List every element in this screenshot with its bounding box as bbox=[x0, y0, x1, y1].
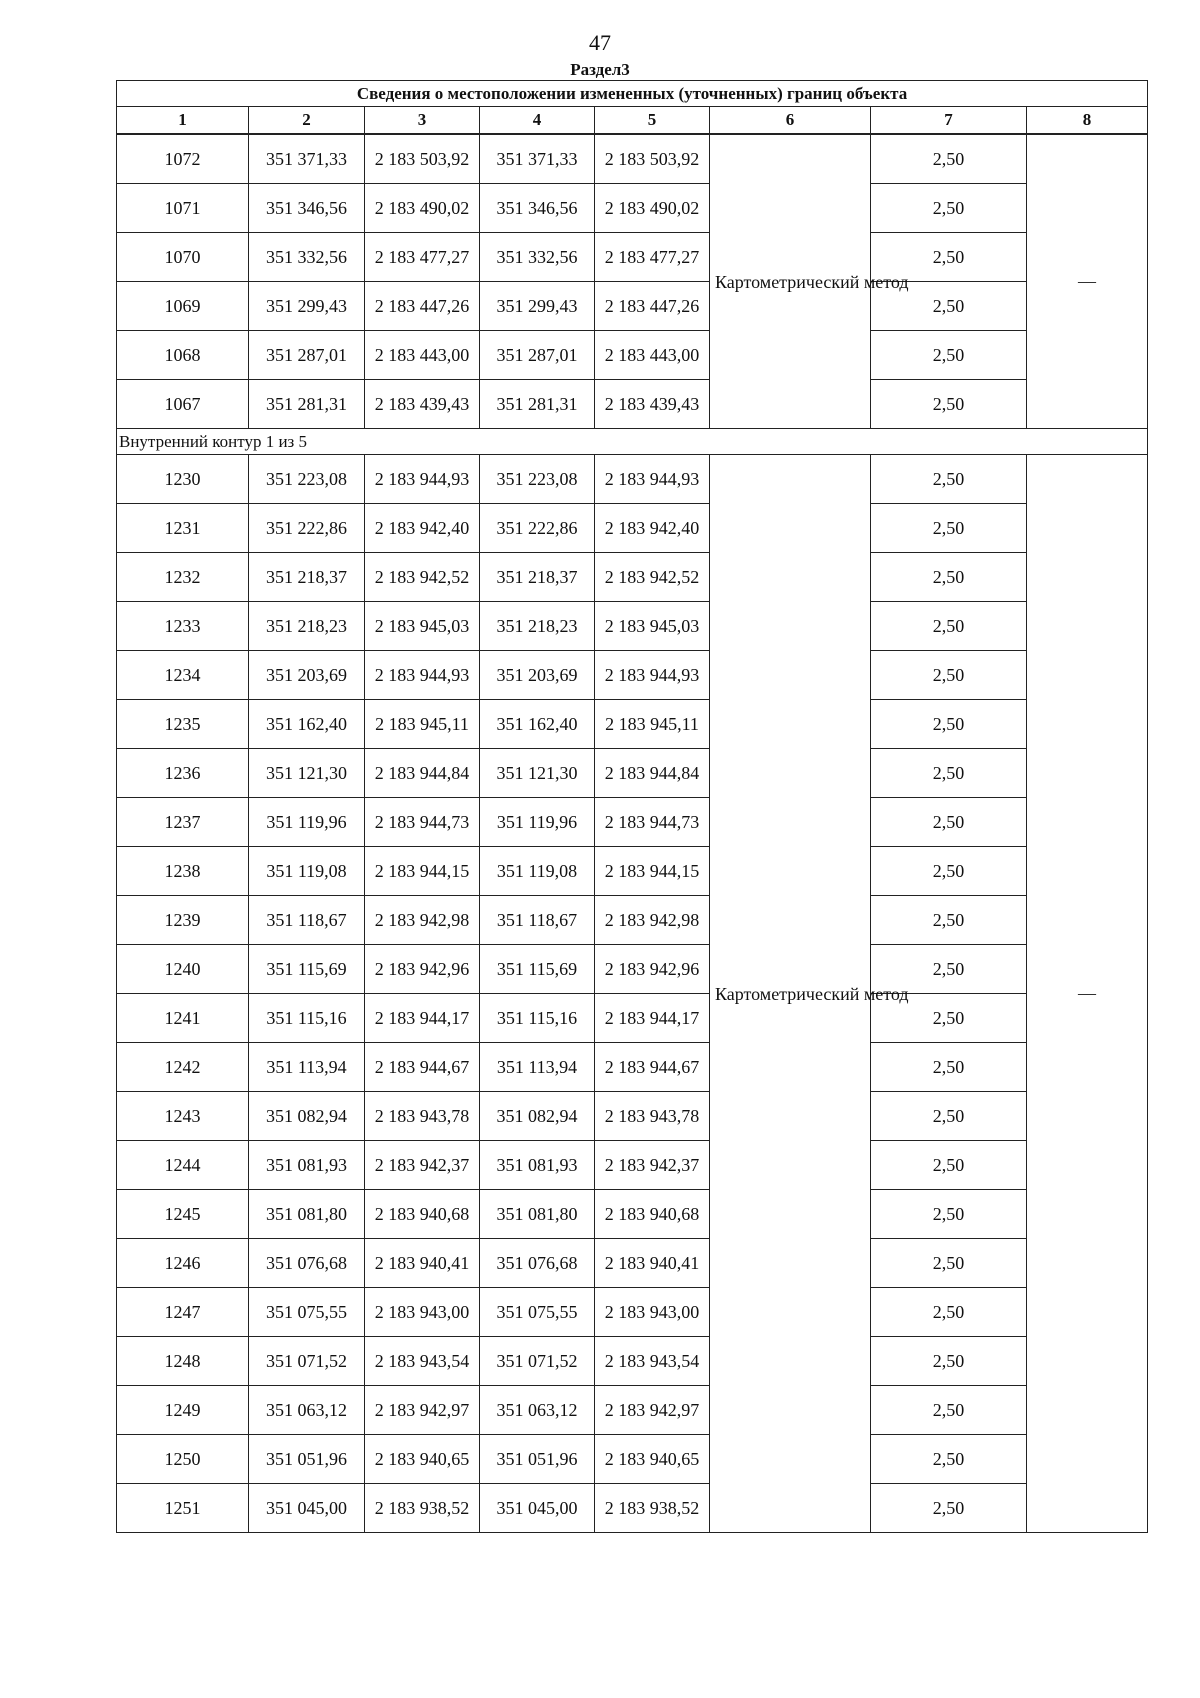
y-existing-cell: 2 183 942,98 bbox=[365, 896, 480, 945]
table-row bbox=[117, 1190, 1148, 1239]
table-row bbox=[117, 1484, 1148, 1533]
x-new-cell: 351 222,86 bbox=[480, 504, 595, 553]
x-new-cell: 351 115,69 bbox=[480, 945, 595, 994]
accuracy-cell: 2,50 bbox=[871, 1043, 1027, 1092]
y-existing-cell: 2 183 940,41 bbox=[365, 1239, 480, 1288]
y-new-cell: 2 183 503,92 bbox=[595, 134, 710, 184]
accuracy-cell: 2,50 bbox=[871, 553, 1027, 602]
y-existing-cell: 2 183 944,93 bbox=[365, 651, 480, 700]
point-number-cell: 1233 bbox=[117, 602, 249, 651]
y-new-cell: 2 183 944,67 bbox=[595, 1043, 710, 1092]
method-text: Картометрический метод bbox=[715, 983, 909, 1004]
point-number-cell: 1237 bbox=[117, 798, 249, 847]
x-existing-cell: 351 203,69 bbox=[249, 651, 365, 700]
point-number-cell: 1248 bbox=[117, 1337, 249, 1386]
page-number: 47 bbox=[589, 30, 611, 55]
x-existing-cell: 351 332,56 bbox=[249, 233, 365, 282]
table-row bbox=[117, 184, 1148, 233]
y-existing-cell: 2 183 938,52 bbox=[365, 1484, 480, 1533]
point-number-cell: 1071 bbox=[117, 184, 249, 233]
x-existing-cell: 351 162,40 bbox=[249, 700, 365, 749]
x-existing-cell: 351 115,69 bbox=[249, 945, 365, 994]
y-new-cell: 2 183 942,52 bbox=[595, 553, 710, 602]
column-8-cell: — bbox=[1027, 455, 1148, 1533]
y-new-cell: 2 183 944,15 bbox=[595, 847, 710, 896]
x-new-cell: 351 045,00 bbox=[480, 1484, 595, 1533]
y-new-cell: 2 183 490,02 bbox=[595, 184, 710, 233]
x-existing-cell: 351 223,08 bbox=[249, 455, 365, 504]
accuracy-cell: 2,50 bbox=[871, 233, 1027, 282]
x-new-cell: 351 051,96 bbox=[480, 1435, 595, 1484]
x-existing-cell: 351 076,68 bbox=[249, 1239, 365, 1288]
x-existing-cell: 351 075,55 bbox=[249, 1288, 365, 1337]
y-existing-cell: 2 183 477,27 bbox=[365, 233, 480, 282]
point-number-cell: 1242 bbox=[117, 1043, 249, 1092]
point-number-cell: 1250 bbox=[117, 1435, 249, 1484]
accuracy-cell: 2,50 bbox=[871, 749, 1027, 798]
y-new-cell: 2 183 942,98 bbox=[595, 896, 710, 945]
y-existing-cell: 2 183 942,52 bbox=[365, 553, 480, 602]
y-existing-cell: 2 183 490,02 bbox=[365, 184, 480, 233]
y-new-cell: 2 183 943,00 bbox=[595, 1288, 710, 1337]
y-new-cell: 2 183 443,00 bbox=[595, 331, 710, 380]
y-existing-cell: 2 183 942,96 bbox=[365, 945, 480, 994]
x-existing-cell: 351 119,08 bbox=[249, 847, 365, 896]
accuracy-cell: 2,50 bbox=[871, 994, 1027, 1043]
x-new-cell: 351 332,56 bbox=[480, 233, 595, 282]
point-number-cell: 1234 bbox=[117, 651, 249, 700]
x-existing-cell: 351 218,37 bbox=[249, 553, 365, 602]
accuracy-cell: 2,50 bbox=[871, 945, 1027, 994]
y-existing-cell: 2 183 944,17 bbox=[365, 994, 480, 1043]
table-row bbox=[117, 1288, 1148, 1337]
x-existing-cell: 351 119,96 bbox=[249, 798, 365, 847]
x-new-cell: 351 162,40 bbox=[480, 700, 595, 749]
y-new-cell: 2 183 945,11 bbox=[595, 700, 710, 749]
column-number: 2 bbox=[249, 107, 365, 135]
table-row bbox=[117, 233, 1148, 282]
y-new-cell: 2 183 942,97 bbox=[595, 1386, 710, 1435]
y-existing-cell: 2 183 944,15 bbox=[365, 847, 480, 896]
point-number-cell: 1235 bbox=[117, 700, 249, 749]
x-new-cell: 351 082,94 bbox=[480, 1092, 595, 1141]
point-number-cell: 1230 bbox=[117, 455, 249, 504]
method-cell bbox=[710, 134, 909, 429]
accuracy-cell: 2,50 bbox=[871, 380, 1027, 429]
x-existing-cell: 351 063,12 bbox=[249, 1386, 365, 1435]
contour-label: Внутренний контур 1 из 5 bbox=[117, 429, 1148, 455]
x-new-cell: 351 346,56 bbox=[480, 184, 595, 233]
y-new-cell: 2 183 477,27 bbox=[595, 233, 710, 282]
x-existing-cell: 351 113,94 bbox=[249, 1043, 365, 1092]
x-new-cell: 351 081,80 bbox=[480, 1190, 595, 1239]
x-existing-cell: 351 218,23 bbox=[249, 602, 365, 651]
y-existing-cell: 2 183 945,11 bbox=[365, 700, 480, 749]
y-new-cell: 2 183 944,84 bbox=[595, 749, 710, 798]
x-new-cell: 351 203,69 bbox=[480, 651, 595, 700]
y-existing-cell: 2 183 944,73 bbox=[365, 798, 480, 847]
column-number: 8 bbox=[1027, 107, 1148, 135]
point-number-cell: 1249 bbox=[117, 1386, 249, 1435]
point-number-cell: 1067 bbox=[117, 380, 249, 429]
x-existing-cell: 351 115,16 bbox=[249, 994, 365, 1043]
point-number-cell: 1247 bbox=[117, 1288, 249, 1337]
table-row bbox=[117, 994, 1148, 1043]
point-number-cell: 1246 bbox=[117, 1239, 249, 1288]
accuracy-cell: 2,50 bbox=[871, 1484, 1027, 1533]
table-row bbox=[117, 749, 1148, 798]
x-new-cell: 351 218,23 bbox=[480, 602, 595, 651]
x-existing-cell: 351 281,31 bbox=[249, 380, 365, 429]
x-new-cell: 351 063,12 bbox=[480, 1386, 595, 1435]
y-new-cell: 2 183 945,03 bbox=[595, 602, 710, 651]
column-number: 5 bbox=[595, 107, 710, 135]
x-existing-cell: 351 371,33 bbox=[249, 134, 365, 184]
accuracy-cell: 2,50 bbox=[871, 1190, 1027, 1239]
method-text: Картометрический метод bbox=[715, 271, 909, 292]
accuracy-cell: 2,50 bbox=[871, 1288, 1027, 1337]
y-existing-cell: 2 183 944,93 bbox=[365, 455, 480, 504]
x-new-cell: 351 113,94 bbox=[480, 1043, 595, 1092]
method-cell bbox=[710, 455, 909, 1533]
y-existing-cell: 2 183 943,54 bbox=[365, 1337, 480, 1386]
table-row bbox=[117, 945, 1148, 994]
x-existing-cell: 351 121,30 bbox=[249, 749, 365, 798]
table-row bbox=[117, 455, 1148, 504]
column-number: 6 bbox=[710, 107, 871, 135]
table-row bbox=[117, 282, 1148, 331]
accuracy-cell: 2,50 bbox=[871, 1141, 1027, 1190]
table-row bbox=[117, 380, 1148, 429]
point-number-cell: 1236 bbox=[117, 749, 249, 798]
table-row bbox=[117, 553, 1148, 602]
accuracy-cell: 2,50 bbox=[871, 896, 1027, 945]
table-row bbox=[117, 896, 1148, 945]
point-number-cell: 1232 bbox=[117, 553, 249, 602]
x-new-cell: 351 371,33 bbox=[480, 134, 595, 184]
x-existing-cell: 351 071,52 bbox=[249, 1337, 365, 1386]
accuracy-cell: 2,50 bbox=[871, 331, 1027, 380]
accuracy-cell: 2,50 bbox=[871, 1092, 1027, 1141]
column-8-cell: — bbox=[1027, 134, 1148, 429]
x-new-cell: 351 115,16 bbox=[480, 994, 595, 1043]
x-new-cell: 351 121,30 bbox=[480, 749, 595, 798]
accuracy-cell: 2,50 bbox=[871, 798, 1027, 847]
x-new-cell: 351 071,52 bbox=[480, 1337, 595, 1386]
accuracy-cell: 2,50 bbox=[871, 134, 1027, 184]
x-new-cell: 351 076,68 bbox=[480, 1239, 595, 1288]
table-row bbox=[117, 798, 1148, 847]
accuracy-cell: 2,50 bbox=[871, 602, 1027, 651]
accuracy-cell: 2,50 bbox=[871, 1337, 1027, 1386]
table-title: Сведения о местоположении измененных (уточненных) границ объекта bbox=[117, 81, 1148, 107]
y-new-cell: 2 183 943,78 bbox=[595, 1092, 710, 1141]
y-new-cell: 2 183 940,65 bbox=[595, 1435, 710, 1484]
column-number-row bbox=[117, 107, 1148, 135]
accuracy-cell: 2,50 bbox=[871, 504, 1027, 553]
point-number-cell: 1070 bbox=[117, 233, 249, 282]
accuracy-cell: 2,50 bbox=[871, 651, 1027, 700]
x-existing-cell: 351 299,43 bbox=[249, 282, 365, 331]
y-new-cell: 2 183 942,40 bbox=[595, 504, 710, 553]
y-existing-cell: 2 183 503,92 bbox=[365, 134, 480, 184]
table-row bbox=[117, 504, 1148, 553]
y-new-cell: 2 183 944,93 bbox=[595, 455, 710, 504]
accuracy-cell: 2,50 bbox=[871, 282, 1027, 331]
accuracy-cell: 2,50 bbox=[871, 847, 1027, 896]
y-new-cell: 2 183 942,37 bbox=[595, 1141, 710, 1190]
table-row bbox=[117, 1337, 1148, 1386]
table-row bbox=[117, 700, 1148, 749]
x-existing-cell: 351 118,67 bbox=[249, 896, 365, 945]
x-new-cell: 351 223,08 bbox=[480, 455, 595, 504]
y-existing-cell: 2 183 940,68 bbox=[365, 1190, 480, 1239]
table-row bbox=[117, 602, 1148, 651]
column-number: 4 bbox=[480, 107, 595, 135]
table-row bbox=[117, 134, 1148, 184]
x-new-cell: 351 281,31 bbox=[480, 380, 595, 429]
y-existing-cell: 2 183 944,67 bbox=[365, 1043, 480, 1092]
table-row bbox=[117, 1043, 1148, 1092]
column-number: 7 bbox=[871, 107, 1027, 135]
point-number-cell: 1244 bbox=[117, 1141, 249, 1190]
x-existing-cell: 351 081,80 bbox=[249, 1190, 365, 1239]
x-existing-cell: 351 051,96 bbox=[249, 1435, 365, 1484]
point-number-cell: 1072 bbox=[117, 134, 249, 184]
y-existing-cell: 2 183 942,37 bbox=[365, 1141, 480, 1190]
y-existing-cell: 2 183 943,00 bbox=[365, 1288, 480, 1337]
table-row bbox=[117, 1141, 1148, 1190]
y-existing-cell: 2 183 942,40 bbox=[365, 504, 480, 553]
y-existing-cell: 2 183 944,84 bbox=[365, 749, 480, 798]
table-row bbox=[117, 1092, 1148, 1141]
y-existing-cell: 2 183 943,78 bbox=[365, 1092, 480, 1141]
accuracy-cell: 2,50 bbox=[871, 455, 1027, 504]
y-new-cell: 2 183 940,41 bbox=[595, 1239, 710, 1288]
table-row bbox=[117, 1239, 1148, 1288]
y-new-cell: 2 183 944,17 bbox=[595, 994, 710, 1043]
y-new-cell: 2 183 943,54 bbox=[595, 1337, 710, 1386]
x-new-cell: 351 299,43 bbox=[480, 282, 595, 331]
column-number: 3 bbox=[365, 107, 480, 135]
section-title: Раздел3 bbox=[570, 60, 630, 79]
x-new-cell: 351 119,08 bbox=[480, 847, 595, 896]
table-row bbox=[117, 847, 1148, 896]
y-new-cell: 2 183 447,26 bbox=[595, 282, 710, 331]
y-new-cell: 2 183 439,43 bbox=[595, 380, 710, 429]
point-number-cell: 1243 bbox=[117, 1092, 249, 1141]
accuracy-cell: 2,50 bbox=[871, 184, 1027, 233]
y-new-cell: 2 183 944,73 bbox=[595, 798, 710, 847]
column-number: 1 bbox=[117, 107, 249, 135]
x-existing-cell: 351 222,86 bbox=[249, 504, 365, 553]
point-number-cell: 1241 bbox=[117, 994, 249, 1043]
y-existing-cell: 2 183 940,65 bbox=[365, 1435, 480, 1484]
inner-contour-group bbox=[117, 455, 1148, 1533]
x-new-cell: 351 081,93 bbox=[480, 1141, 595, 1190]
x-existing-cell: 351 082,94 bbox=[249, 1092, 365, 1141]
accuracy-cell: 2,50 bbox=[871, 700, 1027, 749]
x-new-cell: 351 218,37 bbox=[480, 553, 595, 602]
y-existing-cell: 2 183 945,03 bbox=[365, 602, 480, 651]
table-row bbox=[117, 651, 1148, 700]
y-new-cell: 2 183 938,52 bbox=[595, 1484, 710, 1533]
accuracy-cell: 2,50 bbox=[871, 1239, 1027, 1288]
point-number-cell: 1068 bbox=[117, 331, 249, 380]
accuracy-cell: 2,50 bbox=[871, 1386, 1027, 1435]
x-new-cell: 351 119,96 bbox=[480, 798, 595, 847]
y-existing-cell: 2 183 443,00 bbox=[365, 331, 480, 380]
point-number-cell: 1231 bbox=[117, 504, 249, 553]
y-existing-cell: 2 183 942,97 bbox=[365, 1386, 480, 1435]
point-number-cell: 1069 bbox=[117, 282, 249, 331]
point-number-cell: 1239 bbox=[117, 896, 249, 945]
x-new-cell: 351 118,67 bbox=[480, 896, 595, 945]
point-number-cell: 1240 bbox=[117, 945, 249, 994]
point-number-cell: 1251 bbox=[117, 1484, 249, 1533]
y-new-cell: 2 183 940,68 bbox=[595, 1190, 710, 1239]
point-number-cell: 1245 bbox=[117, 1190, 249, 1239]
x-existing-cell: 351 287,01 bbox=[249, 331, 365, 380]
x-existing-cell: 351 346,56 bbox=[249, 184, 365, 233]
coordinates-table bbox=[116, 80, 1148, 1533]
x-new-cell: 351 075,55 bbox=[480, 1288, 595, 1337]
outer-contour-group bbox=[117, 134, 1148, 429]
table-row bbox=[117, 1435, 1148, 1484]
y-new-cell: 2 183 942,96 bbox=[595, 945, 710, 994]
accuracy-cell: 2,50 bbox=[871, 1435, 1027, 1484]
table-row bbox=[117, 1386, 1148, 1435]
y-existing-cell: 2 183 447,26 bbox=[365, 282, 480, 331]
x-existing-cell: 351 081,93 bbox=[249, 1141, 365, 1190]
x-existing-cell: 351 045,00 bbox=[249, 1484, 365, 1533]
y-new-cell: 2 183 944,93 bbox=[595, 651, 710, 700]
point-number-cell: 1238 bbox=[117, 847, 249, 896]
y-existing-cell: 2 183 439,43 bbox=[365, 380, 480, 429]
x-new-cell: 351 287,01 bbox=[480, 331, 595, 380]
table-row bbox=[117, 331, 1148, 380]
